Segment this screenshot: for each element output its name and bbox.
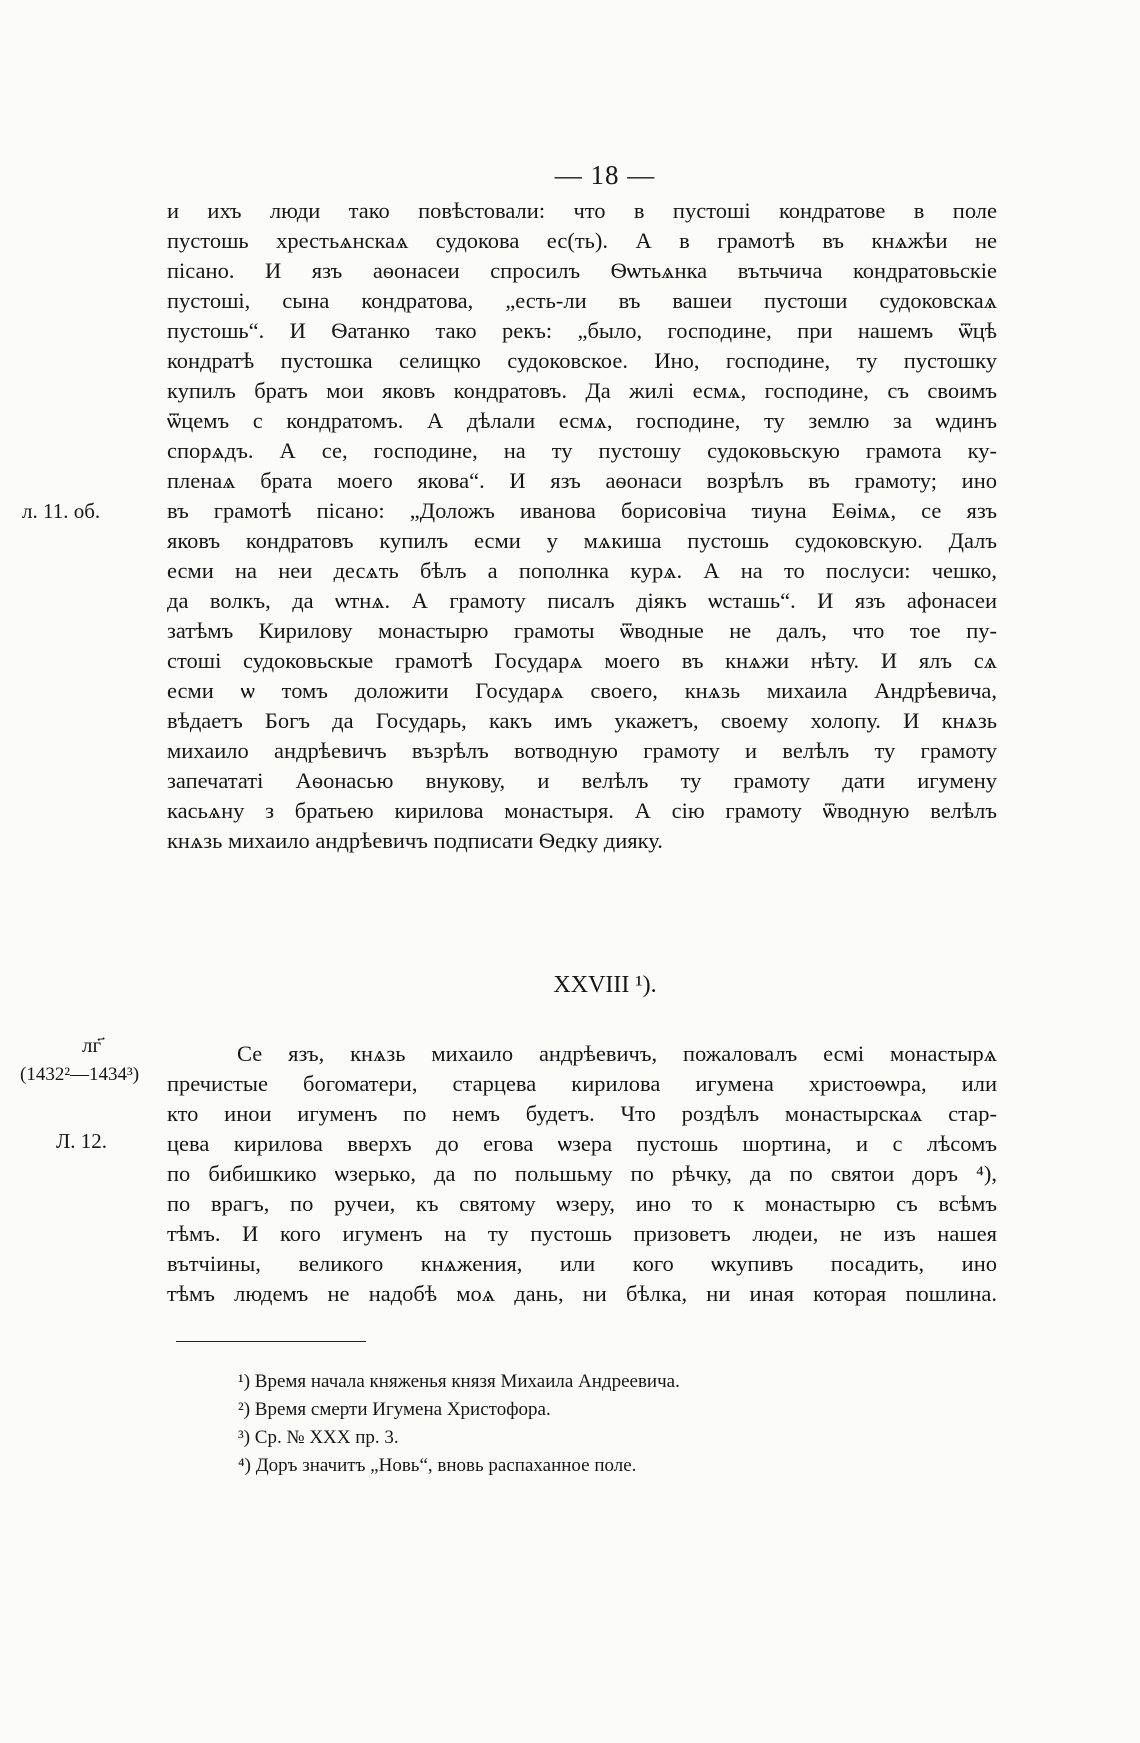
body-line: да волкъ, да ѡтнѧ. А грамоту писалъ дiякъ ѡсташь“. И язъ афонасеи — [167, 588, 997, 613]
body-line: яковъ кондратовъ купилъ есми у мѧкиша пустошь судоковскую. Далъ — [167, 528, 997, 553]
body-line: михаило андрѣевичъ възрѣлъ вотводную грамоту и велѣлъ ту грамоту — [167, 738, 997, 763]
charter-line: вътчiины, великого кнѧжения, или кого ѡкупивъ посадить, ино — [167, 1251, 997, 1276]
footnote: ³) Ср. № XXX пр. 3. — [238, 1427, 399, 1448]
charter-line: тѣмъ людемъ не надобѣ моѧ дань, ни бѣлка, ни иная которая пошлина. — [167, 1281, 997, 1306]
charter-line: пречистые богоматери, старцева кирилова игумена христоѳѡра, или — [167, 1071, 997, 1096]
body-line: пустошi, сына кондратова, „есть-ли въ вашеи пустоши судоковскаѧ — [167, 288, 997, 313]
body-line: спорѧдъ. А се, господине, на ту пустошу судоковьскую грамота ку- — [167, 438, 997, 463]
body-line: кондратѣ пустошка селищко судоковское. Ино, господине, ту пустошку — [167, 348, 997, 373]
page-number: — 18 — — [554, 160, 656, 190]
section-heading: XXVIII ¹). — [553, 972, 657, 998]
footnote-divider — [176, 1341, 366, 1342]
body-line: въ грамотѣ пiсано: „Доложъ иванова борисовiча тиуна Еѳiмѧ, се язъ — [167, 498, 997, 523]
body-line: ѿцемъ с кондратомъ. А дѣлали есмѧ, господине, ту землю за ѡдинъ — [167, 408, 997, 433]
body-line: кнѧзь михаило андрѣевичъ подписати Ѳедку дияку. — [167, 828, 663, 853]
charter-line: по бибишкико ѡзерько, да по польшьму по рѣчку, да по святои доръ ⁴), — [167, 1161, 997, 1186]
body-line: есми ѡ томъ доложити Государѧ своего, кнѧзь михаила Андрѣевича, — [167, 678, 997, 703]
body-line: пленаѧ брата моего якова“. И язъ аѳонаси возрѣлъ въ грамоту; ино — [167, 468, 997, 493]
body-line: пiсано. И язъ аѳонасеи спросилъ Ѳѡтьѧнка вътьчича кондратовьскiе — [167, 258, 997, 283]
body-line: стошi судоковьскые грамотѣ Государѧ моего въ кнѧжи нѣту. И ялъ сѧ — [167, 648, 997, 673]
charter-line: цева кирилова вверхъ до егова ѡзера пустошь шортина, и с лѣсомъ — [167, 1131, 997, 1156]
body-line: вѣдаетъ Богъ да Государь, какъ имъ укажетъ, своему холопу. И кнѧзь — [167, 708, 997, 733]
margin-folio-12: Л. 12. — [56, 1129, 107, 1153]
body-line: запечататi Аѳонасью внукову, и велѣлъ ту грамоту дати игумену — [167, 768, 997, 793]
charter-line: по врагъ, по ручеи, къ святому ѡзеру, ино то к монастырю съ всѣмъ — [167, 1191, 997, 1216]
charter-line: кто инои игуменъ по немъ будетъ. Что роздѣлъ монастырскаѧ стар- — [167, 1101, 997, 1126]
charter-line: тѣмъ. И кого игуменъ на ту пустошь призоветъ людеи, не изъ нашея — [167, 1221, 997, 1246]
body-line: купилъ братъ мои яковъ кондратовъ. Да жилi есмѧ, господине, съ своимъ — [167, 378, 997, 403]
body-line: пустошь“. И Ѳатанко тако рекъ: „было, господине, при нашемъ ѿцѣ — [167, 318, 997, 343]
body-line: касьѧну з братьею кирилова монастыря. А сiю грамоту ѿводную велѣлъ — [167, 798, 997, 823]
footnote: ¹) Время начала княженья князя Михаила Андреевича. — [238, 1371, 680, 1392]
margin-folio-11: л. 11. об. — [22, 499, 101, 523]
footnote: ⁴) Доръ значитъ „Новь“, вновь распаханное поле. — [238, 1455, 637, 1476]
body-line: пустошь хрестьѧнскаѧ судокова ес(ть). А в грамотѣ въ кнѧжѣи не — [167, 228, 997, 253]
margin-date: (1432²—1434³) — [20, 1064, 140, 1085]
margin-numeral: лг҃ — [82, 1033, 102, 1057]
charter-line: Се язъ, кнѧзь михаило андрѣевичъ, пожаловалъ есмi монастырѧ — [237, 1041, 997, 1066]
body-line: есми на неи десѧть бѣлъ а пополнка курѧ. А на то послуси: чешко, — [167, 558, 997, 583]
body-line: и ихъ люди тако повѣстовали: что в пустошi кондратове в поле — [167, 198, 997, 223]
footnote: ²) Время смерти Игумена Христофора. — [238, 1399, 551, 1420]
body-line: затѣмъ Кирилову монастырю грамоты ѿводные не далъ, что тое пу- — [167, 618, 997, 643]
